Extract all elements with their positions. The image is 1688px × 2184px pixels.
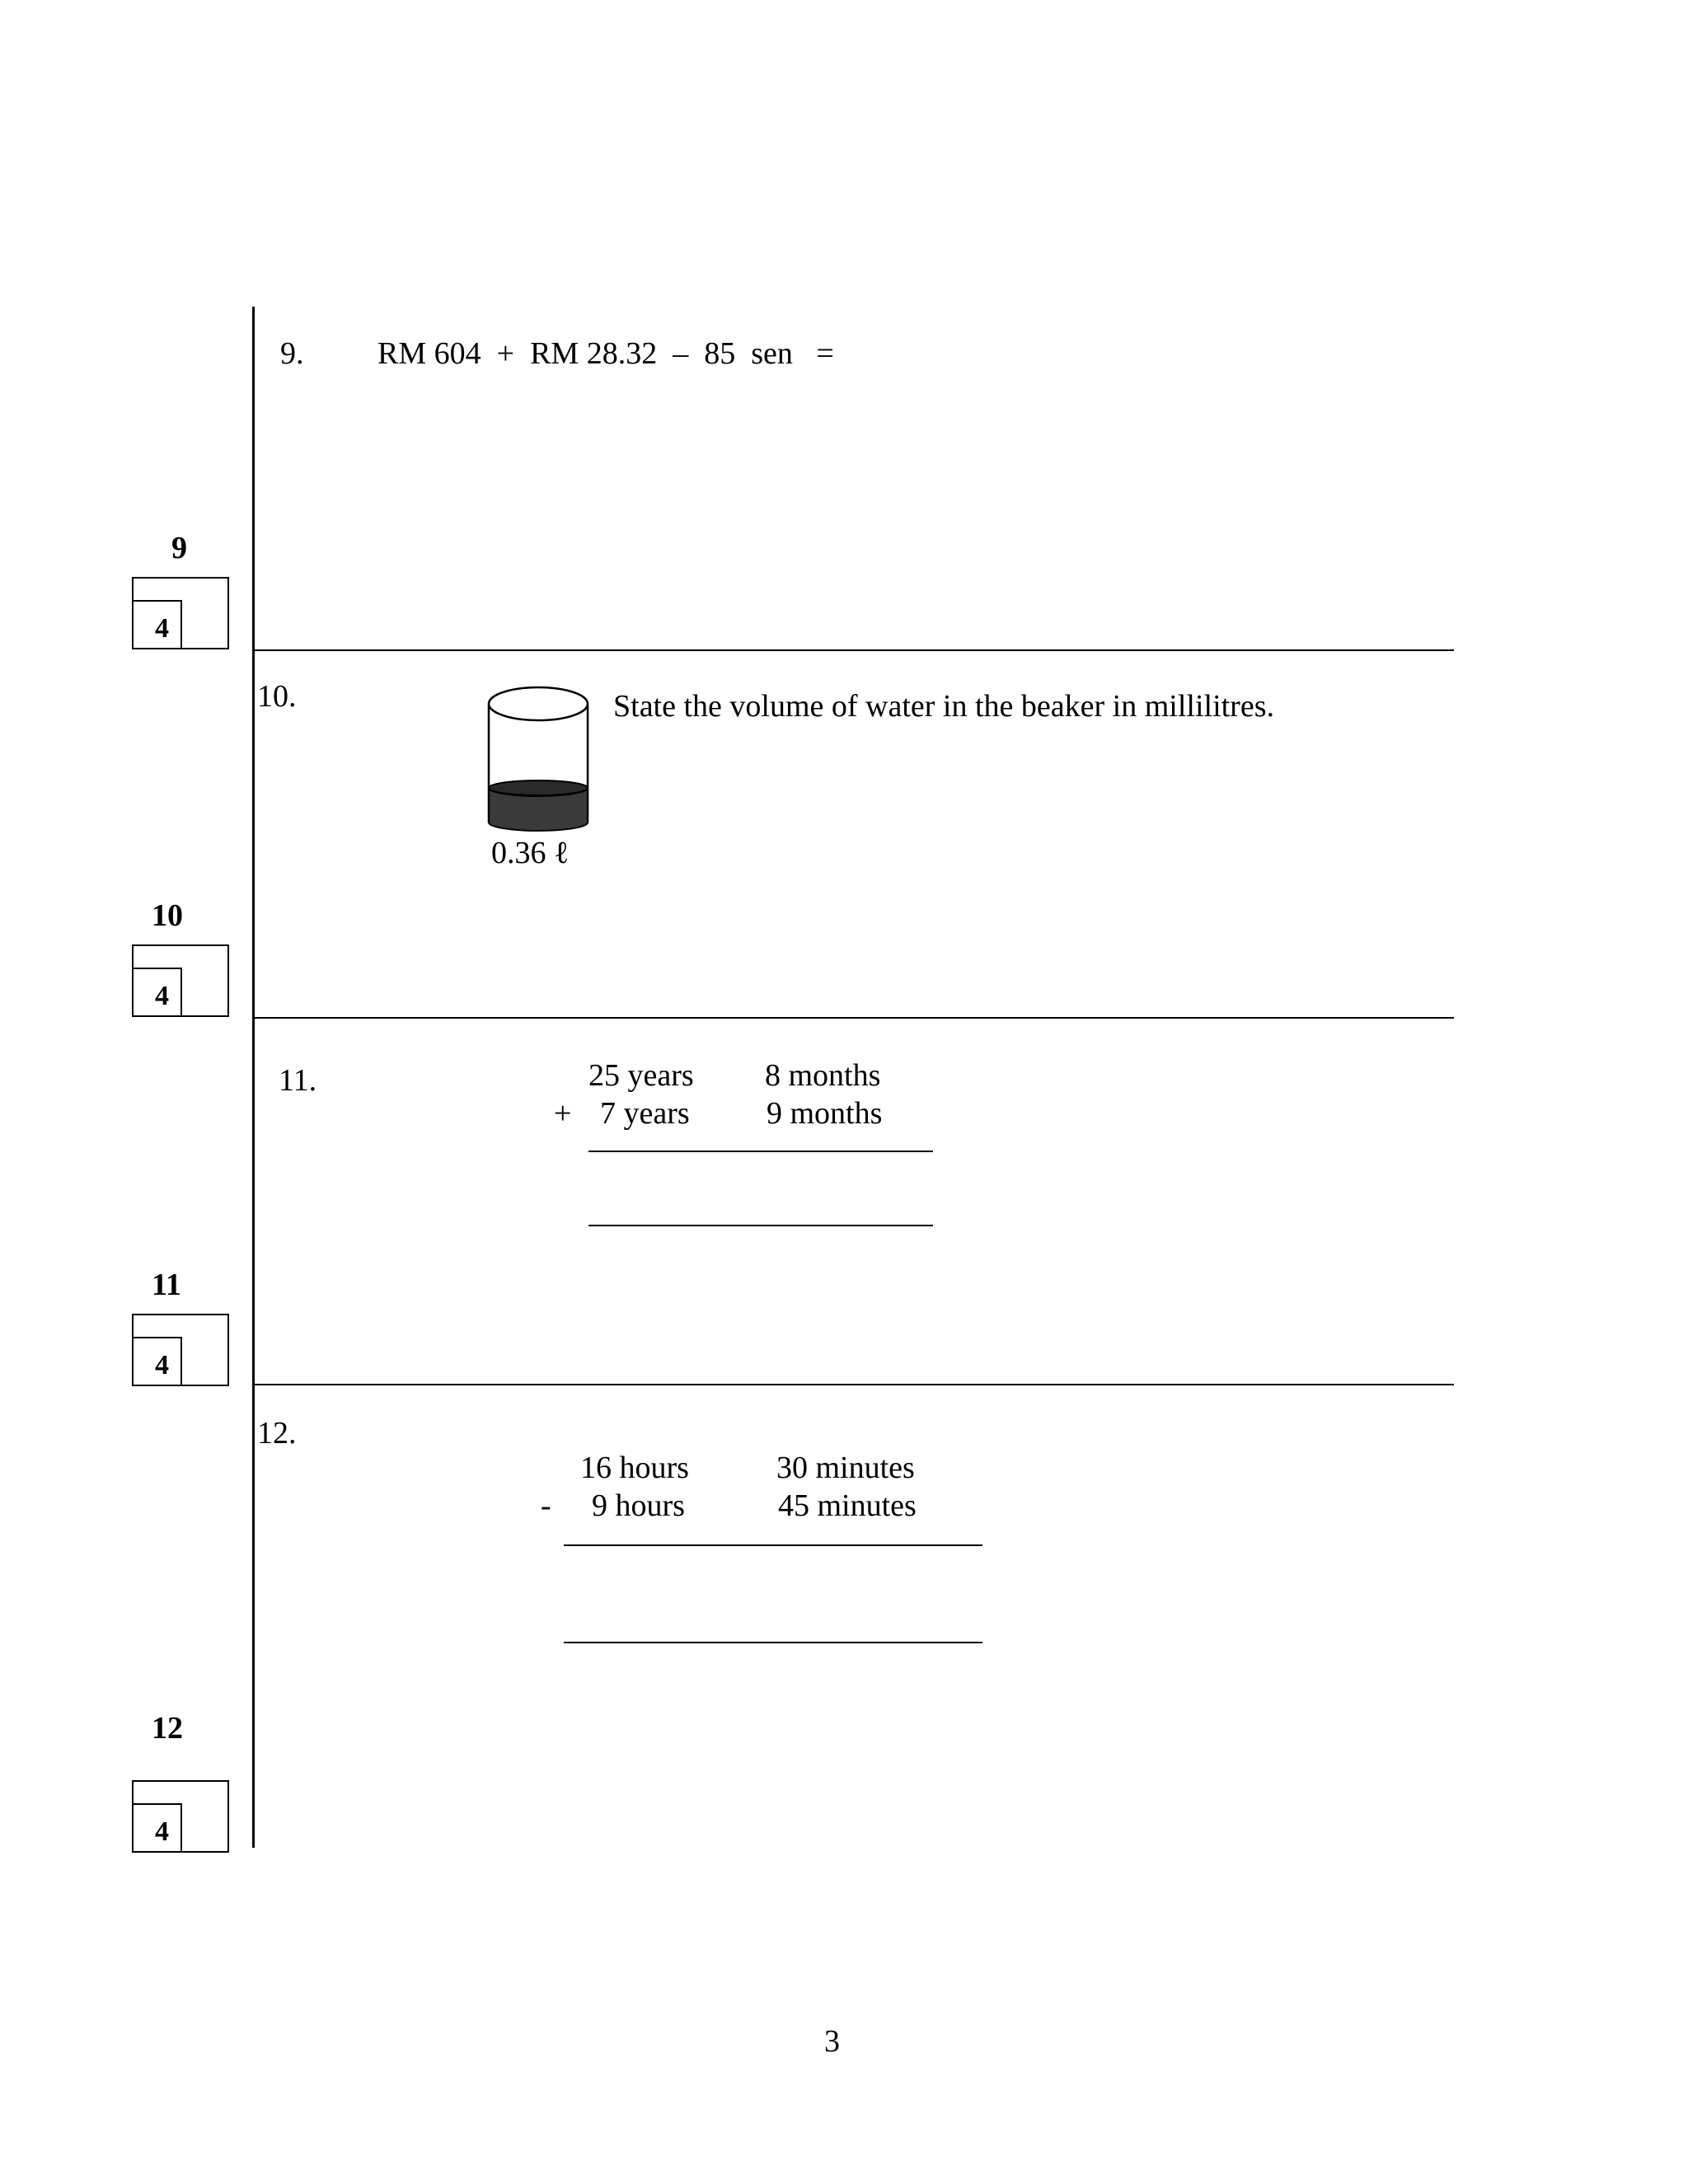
question-prompt: State the volume of water in the beaker in millilitres. (613, 689, 1274, 724)
question-number: 12. (257, 1416, 297, 1451)
question-separator (254, 1384, 1454, 1385)
working-line (588, 1151, 933, 1152)
row2-months: 9 months (767, 1096, 883, 1131)
mark-value: 4 (155, 1816, 169, 1847)
mark-box (132, 1780, 229, 1853)
question-number: 10. (257, 679, 297, 714)
answer-line (588, 1225, 933, 1226)
question-separator (254, 1017, 1454, 1019)
mark-label: 11 (152, 1268, 181, 1302)
row1-hours: 16 hours (580, 1451, 689, 1485)
page-number: 3 (824, 2024, 840, 2059)
answer-line (564, 1642, 982, 1643)
working-line (564, 1544, 982, 1546)
mark-label: 12 (152, 1711, 183, 1746)
row1-minutes: 30 minutes (776, 1451, 915, 1485)
mark-box (132, 577, 229, 649)
mark-box (132, 1314, 229, 1386)
row2-years: 7 years (600, 1096, 690, 1131)
mark-label: 9 (171, 531, 187, 565)
row2-minutes: 45 minutes (778, 1488, 917, 1523)
mark-label: 10 (152, 898, 183, 933)
operator-minus: - (541, 1488, 551, 1523)
question-number: 9. (280, 336, 304, 371)
question-expression: RM 604 + RM 28.32 – 85 sen = (377, 336, 834, 371)
question-number: 11. (279, 1063, 317, 1098)
mark-value: 4 (155, 613, 169, 644)
mark-value: 4 (155, 1350, 169, 1380)
row1-years: 25 years (588, 1058, 694, 1093)
beaker-label: 0.36 ℓ (491, 836, 570, 870)
beaker-icon (485, 681, 593, 837)
row1-months: 8 months (765, 1058, 881, 1093)
row2-hours: 9 hours (592, 1488, 685, 1523)
margin-rule (252, 307, 255, 1848)
mark-box (132, 944, 229, 1017)
operator-plus: + (554, 1096, 572, 1131)
mark-value: 4 (155, 981, 169, 1011)
question-separator (254, 649, 1454, 651)
